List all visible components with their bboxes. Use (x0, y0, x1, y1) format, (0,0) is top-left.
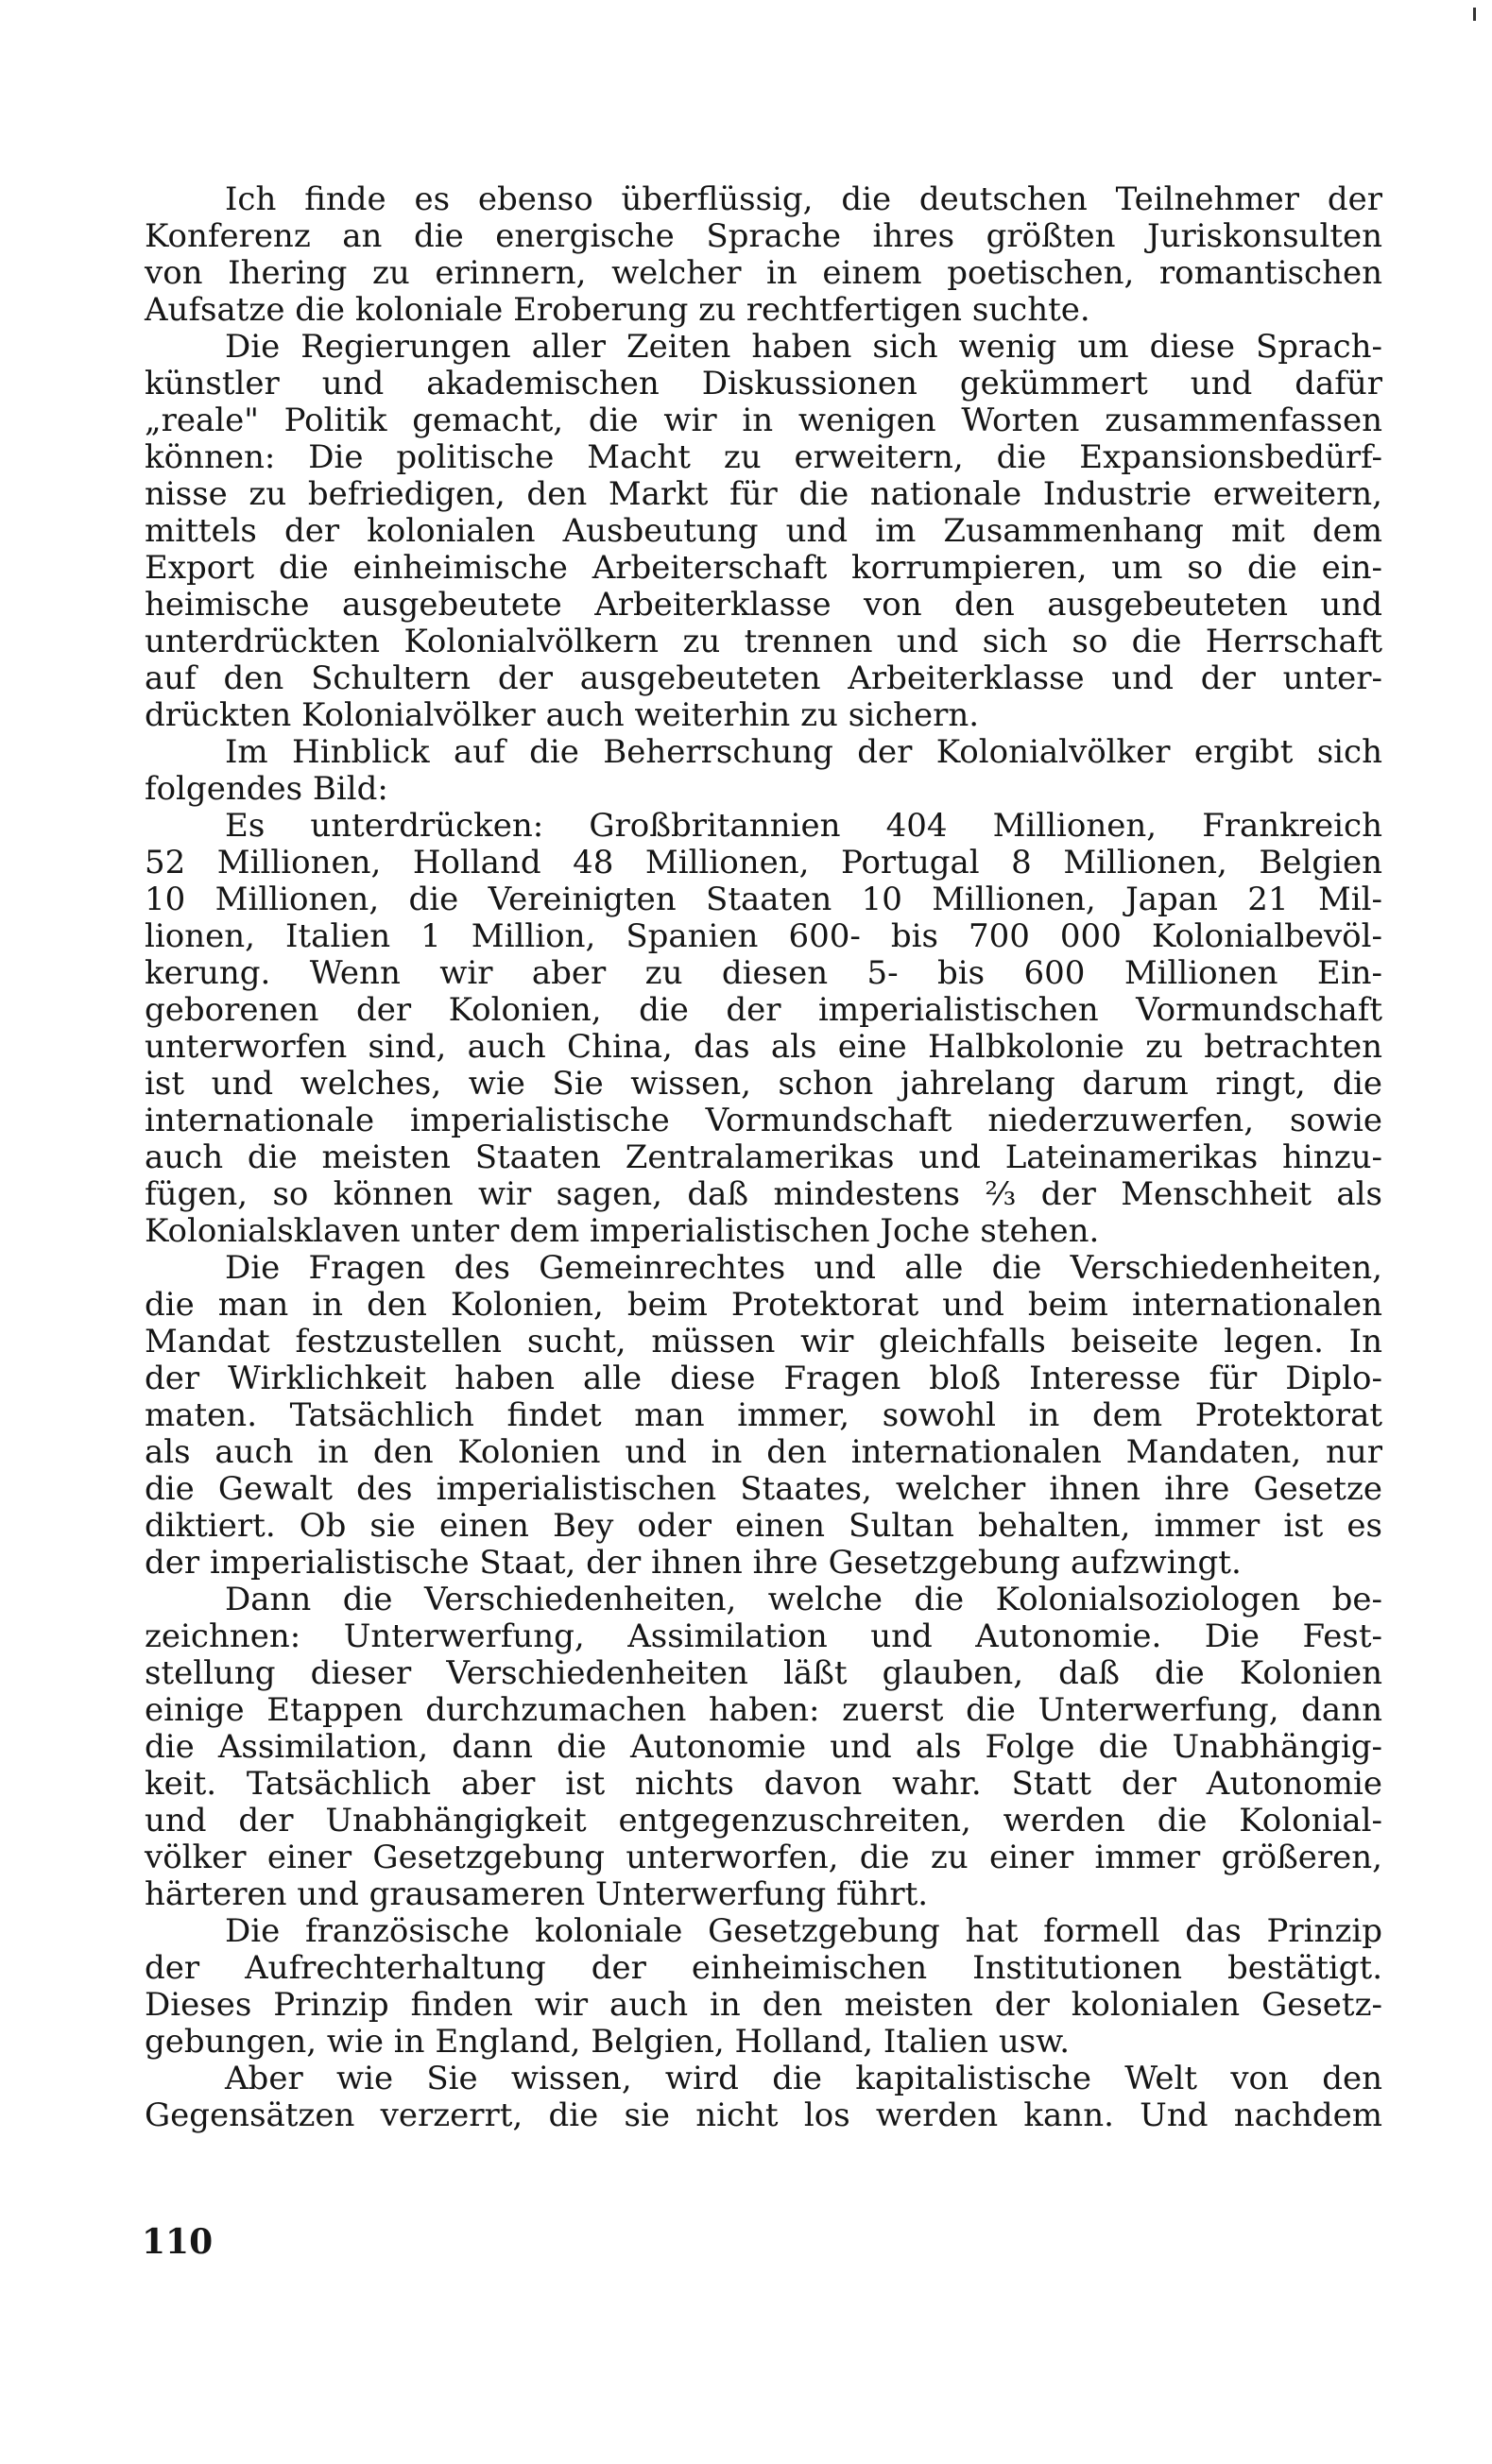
text-line: können: Die politische Macht zu erweitern, die Expansionsbedürf- (145, 438, 1382, 476)
text-line: Es unterdrücken: Großbritannien 404 Millionen, Frankreich (225, 807, 1382, 845)
text-line: drückten Kolonialvölker auch weiterhin zu sichern. (145, 696, 980, 734)
text-line: der imperialistische Staat, der ihnen ihre Gesetzgebung aufzwingt. (145, 1544, 1242, 1582)
paragraph (145, 734, 1382, 808)
text-line: unterdrückten Kolonialvölkern zu trennen und sich so die Herrschaft (145, 623, 1382, 660)
text-line: diktiert. Ob sie einen Bey oder einen Sultan behalten, immer ist es (145, 1507, 1382, 1545)
text-line: ist und welches, wie Sie wissen, schon jahrelang darum ringt, die (145, 1065, 1382, 1103)
text-line: folgendes Bild: (145, 770, 388, 808)
text-line: keit. Tatsächlich aber ist nichts davon wahr. Statt der Autonomie (145, 1765, 1382, 1803)
paragraph (145, 329, 1382, 734)
text-line: die man in den Kolonien, beim Protektorat und beim internationalen (145, 1286, 1382, 1324)
text-line: Dieses Prinzip finden wir auch in den meisten der kolonialen Gesetz- (145, 1986, 1382, 2024)
paragraph (145, 808, 1382, 1250)
paragraph (145, 1582, 1382, 1913)
body-text (145, 181, 1382, 2134)
text-line: völker einer Gesetzgebung unterworfen, die zu einer immer größeren, (145, 1839, 1382, 1876)
text-line: auf den Schultern der ausgebeuteten Arbeiterklasse und der unter- (145, 659, 1382, 697)
text-line: Im Hinblick auf die Beherrschung der Kolonialvölker ergibt sich (225, 733, 1382, 771)
text-line: die Assimilation, dann die Autonomie und als Folge die Unabhängig- (145, 1728, 1382, 1766)
text-line: Dann die Verschiedenheiten, welche die Kolonialsoziologen be- (225, 1581, 1382, 1618)
text-line: Die Regierungen aller Zeiten haben sich wenig um diese Sprach- (225, 328, 1382, 366)
text-line: Aufsatze die koloniale Eroberung zu rechtfertigen suchte. (145, 291, 1090, 329)
text-line: der Wirklichkeit haben alle diese Fragen bloß Interesse für Diplo- (145, 1360, 1382, 1397)
text-line: Mandat festzustellen sucht, müssen wir gleichfalls beiseite legen. In (145, 1323, 1382, 1360)
paragraph (145, 1250, 1382, 1582)
text-line: 52 Millionen, Holland 48 Millionen, Portugal 8 Millionen, Belgien (145, 844, 1382, 881)
text-line: lionen, Italien 1 Million, Spanien 600- bis 700 000 Kolonialbevöl- (145, 917, 1382, 955)
text-line: Export die einheimische Arbeiterschaft korrumpieren, um so die ein- (145, 549, 1382, 587)
text-line: internationale imperialistische Vormundschaft niederzuwerfen, sowie (145, 1102, 1382, 1139)
text-line: zeichnen: Unterwerfung, Assimilation und Autonomie. Die Fest- (145, 1617, 1382, 1655)
paragraph (145, 181, 1382, 329)
text-line: unterworfen sind, auch China, das als eine Halbkolonie zu betrachten (145, 1028, 1382, 1066)
text-line: Kolonialsklaven unter dem imperialistischen Joche stehen. (145, 1212, 1100, 1250)
text-line: mittels der kolonialen Ausbeutung und im Zusammenhang mit dem (145, 512, 1382, 550)
text-line: die Gewalt des imperialistischen Staates, welcher ihnen ihre Gesetze (145, 1470, 1382, 1508)
text-line: fügen, so können wir sagen, daß mindestens ⅔ der Menschheit als (145, 1175, 1382, 1213)
text-line: härteren und grausameren Unterwerfung führt. (145, 1875, 929, 1913)
margin-mark (1473, 8, 1476, 21)
text-line: Gegensätzen verzerrt, die sie nicht los werden kann. Und nachdem (145, 2096, 1382, 2134)
text-line: von Ihering zu erinnern, welcher in einem poetischen, romantischen (145, 254, 1382, 292)
text-line: Die Fragen des Gemeinrechtes und alle die Verschiedenheiten, (225, 1249, 1382, 1287)
paragraph (145, 2061, 1382, 2134)
text-line: geborenen der Kolonien, die der imperialistischen Vormundschaft (145, 991, 1382, 1029)
text-line: Die französische koloniale Gesetzgebung hat formell das Prinzip (225, 1912, 1382, 1950)
text-line: maten. Tatsächlich findet man immer, sowohl in dem Protektorat (145, 1396, 1382, 1434)
text-line: nisse zu befriedigen, den Markt für die nationale Industrie erweitern, (145, 475, 1382, 513)
text-line: Konferenz an die energische Sprache ihres größten Juriskonsulten (145, 217, 1382, 255)
page-number: 110 (142, 2222, 214, 2262)
text-line: gebungen, wie in England, Belgien, Holland, Italien usw. (145, 2023, 1071, 2061)
text-line: der Aufrechterhaltung der einheimischen Institutionen bestätigt. (145, 1949, 1382, 1987)
text-line: stellung dieser Verschiedenheiten läßt glauben, daß die Kolonien (145, 1654, 1382, 1692)
text-line: heimische ausgebeutete Arbeiterklasse von den ausgebeuteten und (145, 586, 1382, 624)
text-line: Aber wie Sie wissen, wird die kapitalistische Welt von den (225, 2060, 1382, 2097)
text-line: einige Etappen durchzumachen haben: zuerst die Unterwerfung, dann (145, 1691, 1382, 1729)
text-line: „reale" Politik gemacht, die wir in wenigen Worten zusammenfassen (145, 402, 1382, 439)
text-line: künstler und akademischen Diskussionen gekümmert und dafür (145, 365, 1382, 402)
text-line: auch die meisten Staaten Zentralamerikas und Lateinamerikas hinzu- (145, 1138, 1382, 1176)
text-line: und der Unabhängigkeit entgegenzuschreiten, werden die Kolonial- (145, 1802, 1382, 1839)
text-line: Ich finde es ebenso überflüssig, die deutschen Teilnehmer der (225, 180, 1382, 218)
text-line: 10 Millionen, die Vereinigten Staaten 10 Millionen, Japan 21 Mil- (145, 881, 1382, 918)
paragraph (145, 1913, 1382, 2061)
text-line: als auch in den Kolonien und in den internationalen Mandaten, nur (145, 1433, 1382, 1471)
text-line: kerung. Wenn wir aber zu diesen 5- bis 600 Millionen Ein- (145, 954, 1382, 992)
